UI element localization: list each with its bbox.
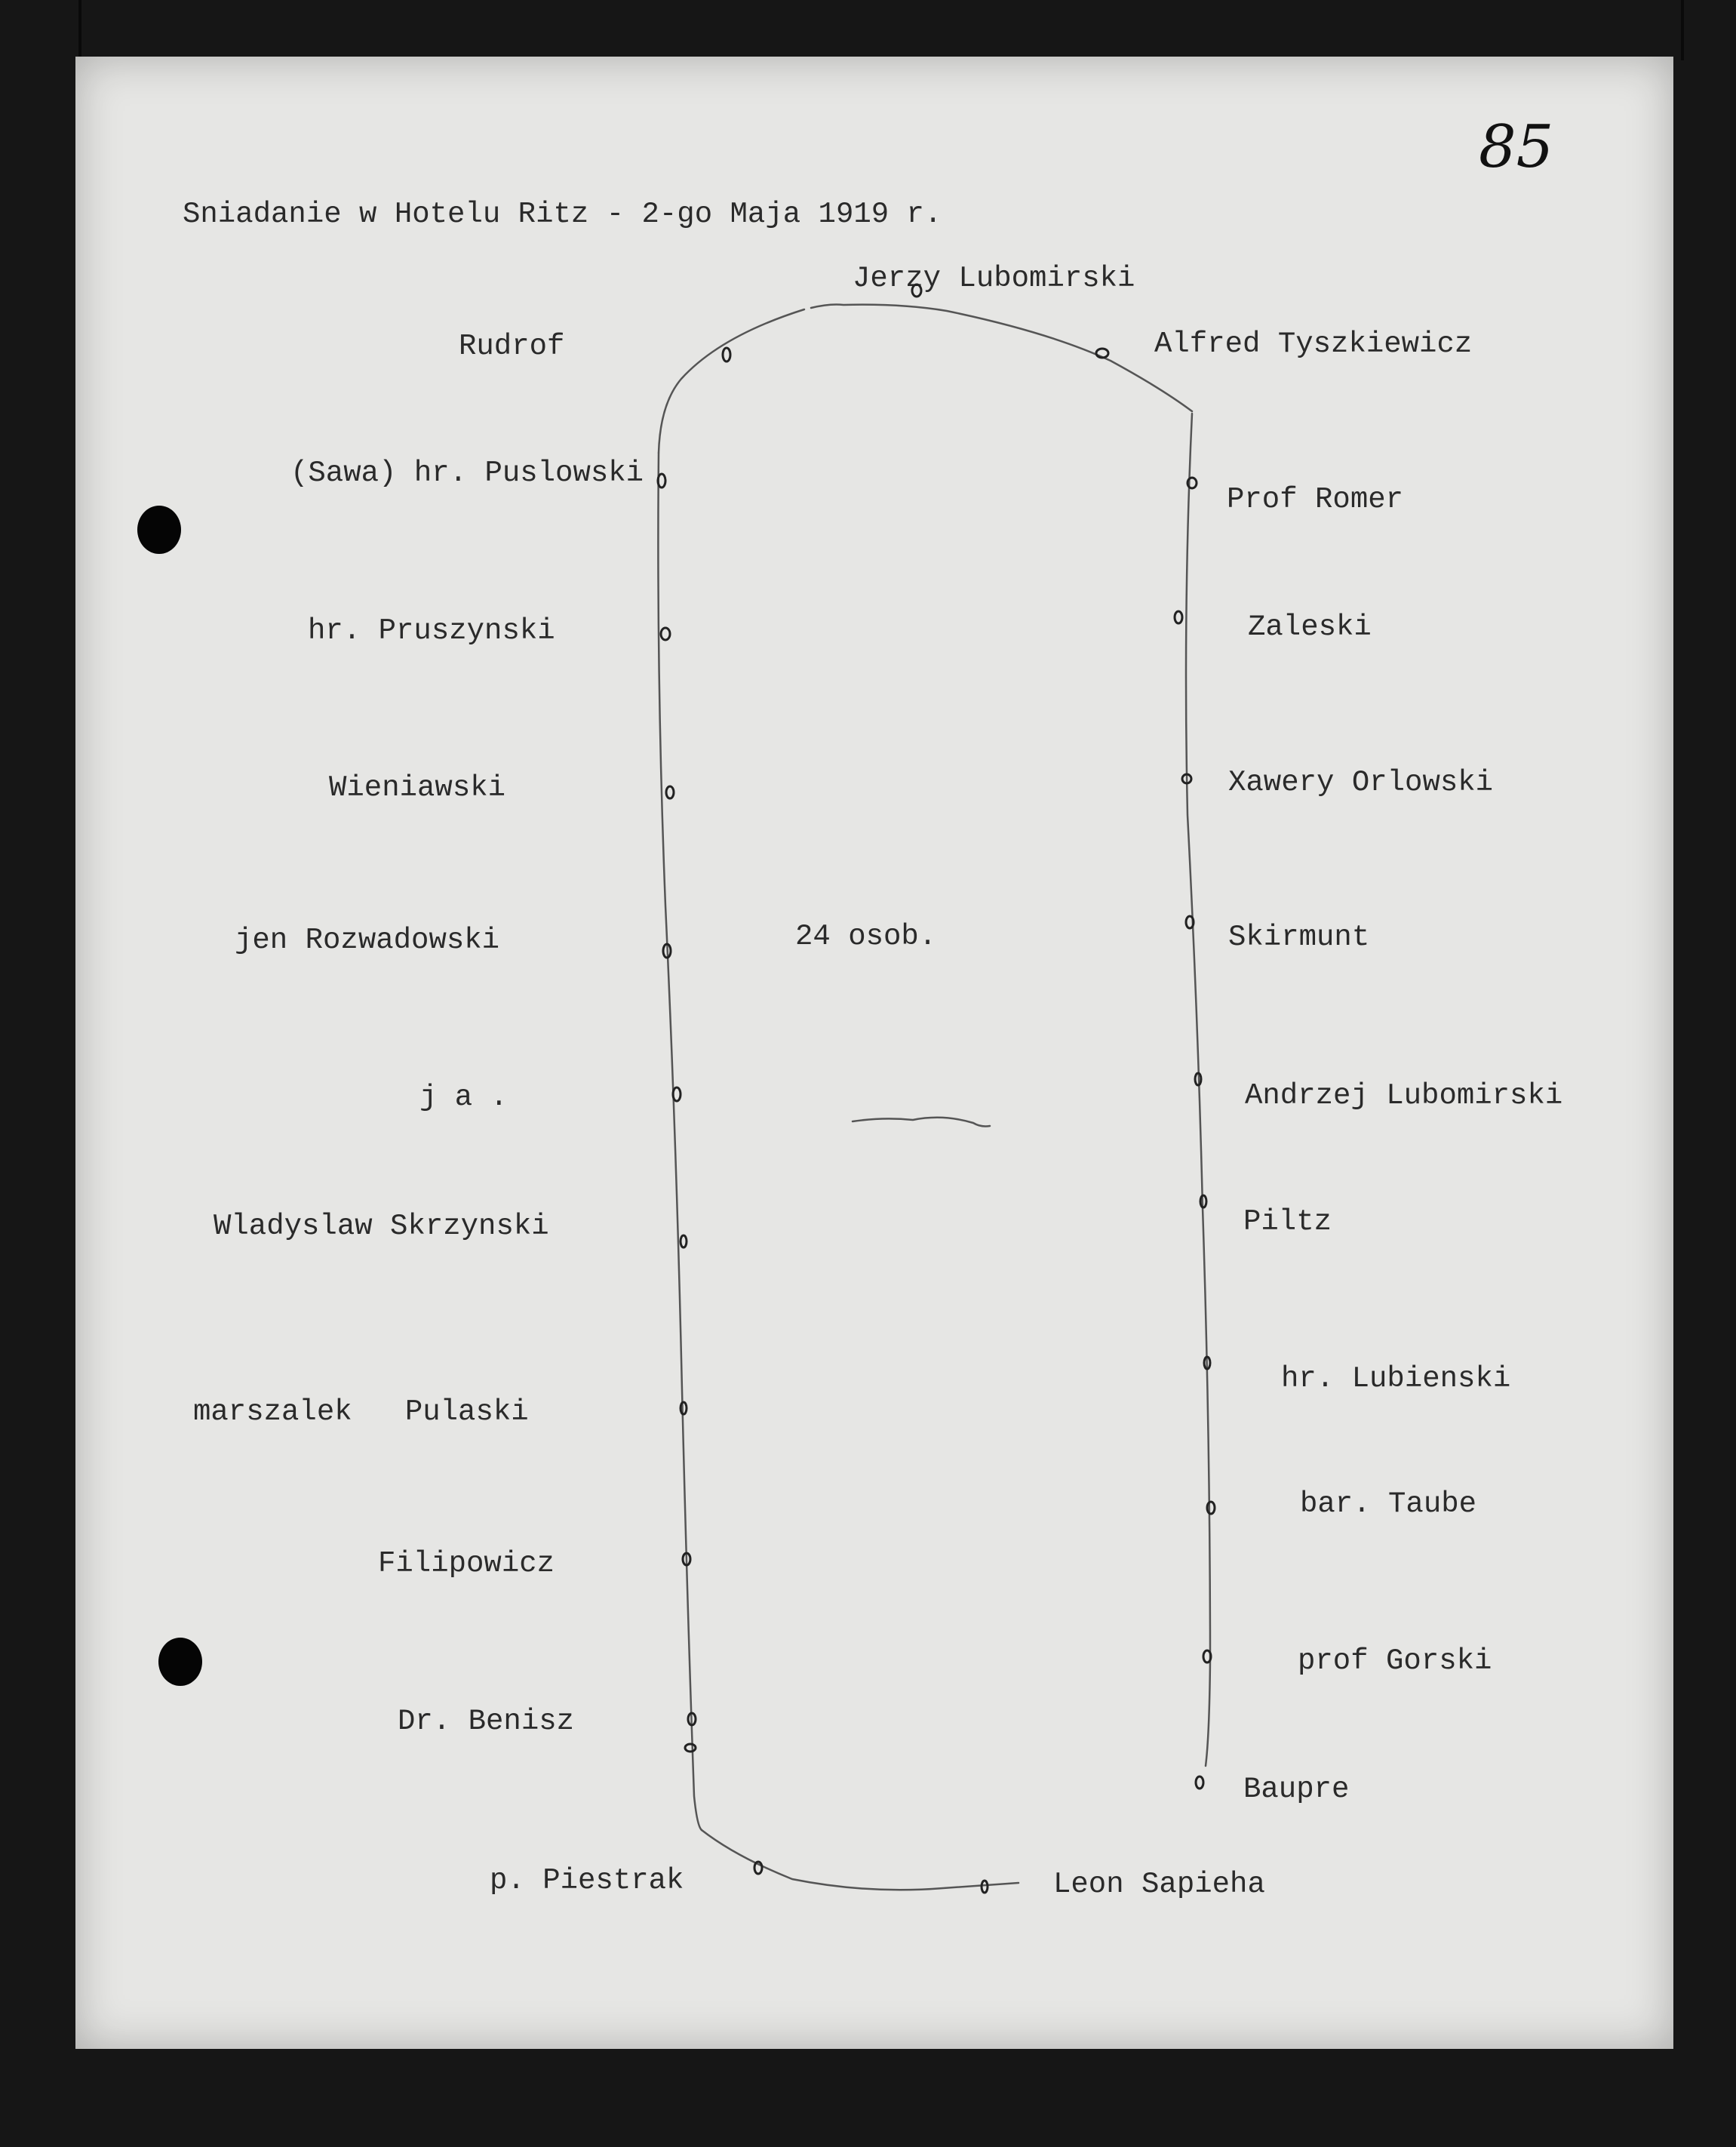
seat-mark [673, 1087, 681, 1101]
seat-right-2: Prof Romer [1227, 483, 1404, 516]
seat-mark [661, 628, 670, 640]
seat-mark [1196, 1776, 1203, 1789]
document-title: Sniadanie w Hotelu Ritz - 2-go Maja 1919 r. [183, 198, 942, 231]
seat-left-8: marszalek Pulaski [193, 1395, 529, 1429]
table-outline-bottom [702, 1830, 1019, 1890]
seat-right-6: Andrzej Lubomirski [1245, 1079, 1563, 1112]
folio-number: 85 [1479, 113, 1554, 181]
seat-left-3: hr. Pruszynski [308, 614, 555, 647]
seat-mark [681, 1235, 687, 1247]
seat-mark [666, 786, 674, 798]
seat-left-1: Rudrof [459, 330, 565, 363]
seat-right-10: prof Gorski [1298, 1644, 1492, 1678]
seat-right-8: hr. Lubienski [1281, 1362, 1511, 1395]
seat-mark [982, 1881, 988, 1893]
seat-right-1: Alfred Tyszkiewicz [1154, 328, 1473, 361]
table-outline-top [811, 305, 1192, 412]
seat-left-4: Wieniawski [329, 771, 506, 804]
seat-left-7: Wladyslaw Skrzynski [214, 1210, 549, 1243]
seat-right-3: Zaleski [1248, 611, 1372, 644]
seat-mark [681, 1402, 687, 1414]
seat-left-11: p. Piestrak [490, 1864, 684, 1897]
table-outline-left-upper [659, 309, 804, 453]
table-outline-right [1186, 414, 1210, 1766]
center-squiggle [853, 1118, 990, 1127]
seat-mark [1186, 916, 1194, 928]
seat-right-12: Leon Sapieha [1053, 1868, 1265, 1901]
seat-right-11: Baupre [1243, 1773, 1350, 1806]
seat-right-4: Xawery Orlowski [1228, 766, 1494, 799]
head-of-table-name: Jerzy Lubomirski [853, 262, 1135, 295]
seat-right-5: Skirmunt [1228, 921, 1370, 954]
seat-left-6: j a . [419, 1081, 509, 1114]
seat-mark [1207, 1502, 1215, 1514]
seat-left-2: (Sawa) hr. Puslowski [290, 457, 644, 490]
seat-mark [723, 348, 730, 361]
seat-left-10: Dr. Benisz [398, 1705, 575, 1738]
seat-mark [658, 474, 665, 488]
seat-mark [1203, 1650, 1211, 1663]
seat-left-5: jen Rozwadowski [235, 924, 500, 957]
seat-right-9: bar. Taube [1300, 1487, 1477, 1521]
table-outline-left [658, 453, 702, 1830]
seat-mark [1175, 611, 1182, 623]
seat-left-9: Filipowicz [378, 1547, 555, 1580]
seat-right-7: Piltz [1243, 1205, 1332, 1238]
seat-mark [912, 285, 921, 297]
guest-count: 24 osob. [795, 920, 937, 953]
seat-mark [685, 1744, 696, 1752]
